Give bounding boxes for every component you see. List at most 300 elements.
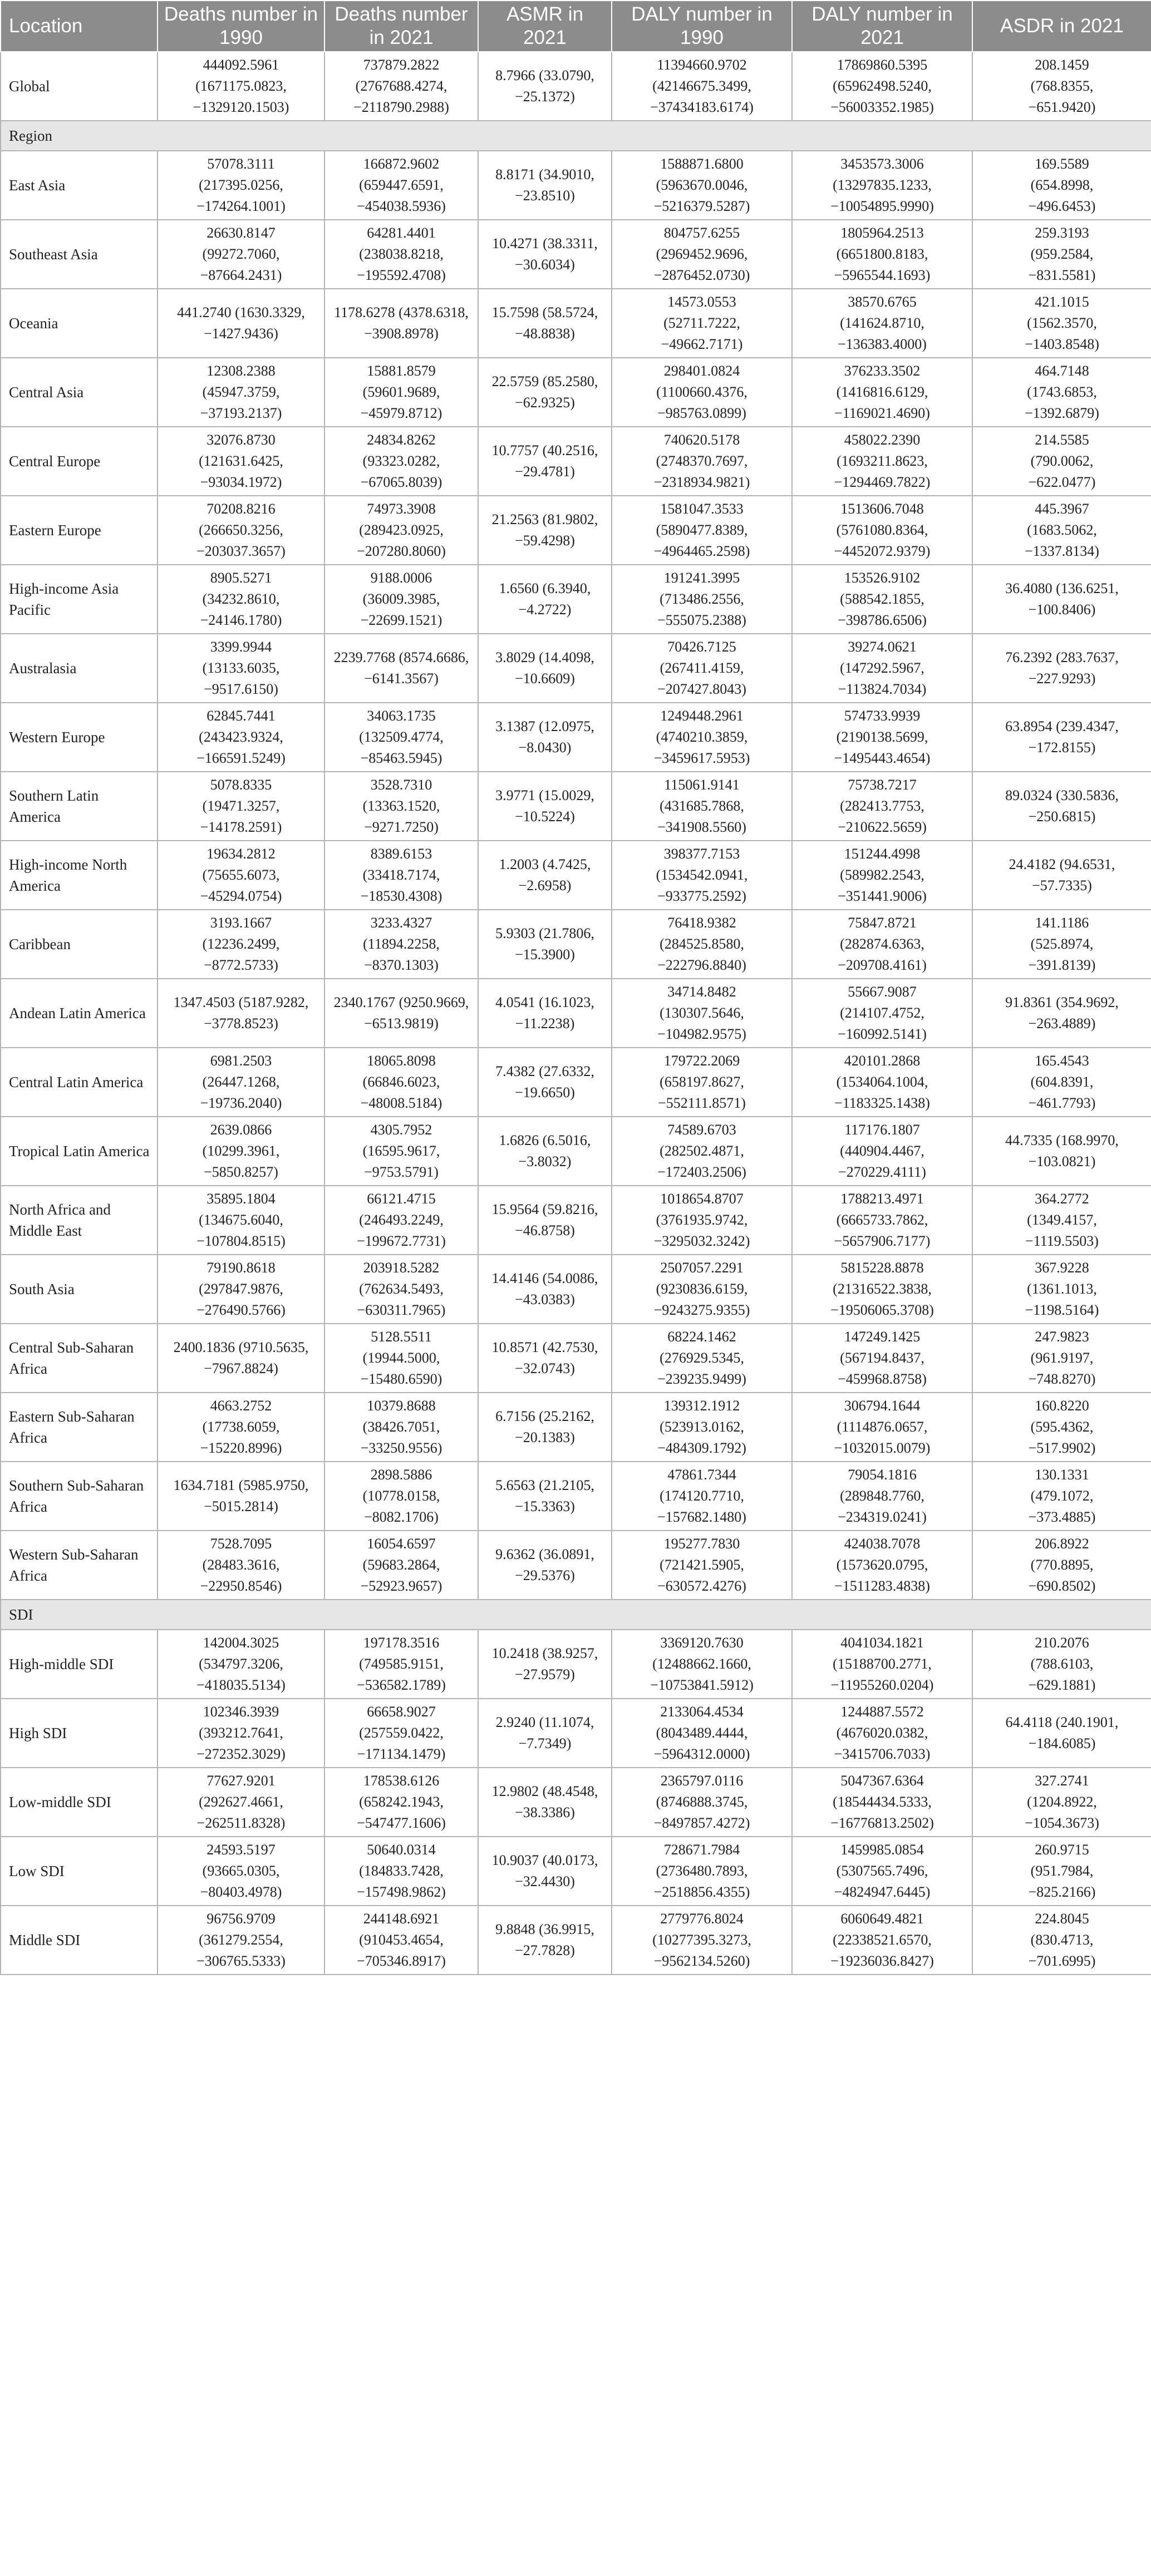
daly-2021-cell	[792, 427, 972, 496]
cell-line: 3369120.7630	[660, 1635, 744, 1651]
location-cell: Western Sub-Saharan Africa	[1, 1531, 158, 1600]
cell-line: 1018654.8707	[660, 1191, 744, 1207]
table-row	[1, 1837, 1151, 1906]
cell-line: 3528.7310	[370, 777, 432, 793]
cell-line: (9230836.6159,	[656, 1281, 748, 1297]
daly-2021-cell	[792, 1906, 972, 1975]
location-cell: High SDI	[1, 1699, 158, 1768]
cell-line: −48008.5184)	[360, 1095, 442, 1111]
cell-line: −2.6958)	[518, 877, 572, 894]
cell-line: (790.0062,	[1030, 453, 1094, 469]
cell-line: 195277.7830	[663, 1536, 740, 1552]
cell-line: 32076.8730	[206, 432, 276, 448]
cell-line: (5761080.8364,	[836, 522, 928, 538]
cell-line: 63.8954 (239.4347,	[1005, 718, 1119, 734]
asdr-2021-cell	[972, 1117, 1151, 1186]
cell-line: (8043489.4444,	[656, 1725, 748, 1741]
cell-line: −1427.9436)	[204, 325, 278, 342]
table-row	[1, 703, 1151, 772]
deaths-2021-cell	[324, 52, 478, 121]
cell-line: (6651800.8183,	[836, 246, 928, 262]
deaths-1990-cell	[158, 634, 324, 703]
asdr-2021-cell	[972, 1324, 1151, 1393]
cell-line: (830.4713,	[1030, 1932, 1094, 1948]
asdr-2021-cell	[972, 1255, 1151, 1324]
deaths-1990-cell	[158, 1117, 324, 1186]
cell-line: 75738.7217	[848, 777, 917, 793]
cell-line: 11394660.9702	[657, 57, 747, 73]
daly-1990-cell	[612, 979, 792, 1048]
cell-line: 24593.5197	[206, 1842, 276, 1858]
cell-line: −536582.1789)	[357, 1677, 446, 1693]
cell-line: (959.2584,	[1030, 246, 1094, 262]
cell-line: (440904.4467,	[840, 1143, 924, 1159]
deaths-1990-cell	[158, 1906, 324, 1975]
cell-line: 77627.9201	[206, 1773, 276, 1789]
cell-line: (289848.7760,	[840, 1488, 924, 1504]
cell-line: 1459985.0854	[840, 1842, 924, 1858]
cell-line: −454038.5936)	[357, 198, 446, 214]
cell-line: 12.9802 (48.4548,	[491, 1783, 598, 1799]
daly-1990-cell	[612, 634, 792, 703]
header-asmr-2021: ASMR in 2021	[478, 1, 612, 52]
cell-line: −48.8838)	[515, 325, 575, 342]
cell-line: 70426.7125	[667, 639, 736, 655]
cell-line: 421.1015	[1035, 294, 1089, 310]
cell-line: (910453.4654,	[359, 1932, 444, 1948]
daly-1990-cell	[612, 1117, 792, 1186]
cell-line: −496.6453)	[1028, 198, 1096, 214]
cell-line: (1562.3570,	[1027, 315, 1097, 331]
cell-line: −8.0430)	[518, 739, 572, 756]
asmr-2021-cell	[478, 496, 612, 565]
deaths-2021-cell	[324, 1906, 478, 1975]
cell-line: (13363.1520,	[362, 798, 440, 814]
daly-1990-cell	[612, 841, 792, 910]
daly-2021-cell	[792, 841, 972, 910]
table-row	[1, 1531, 1151, 1600]
cell-line: 8905.5271	[210, 570, 272, 586]
asdr-2021-cell	[972, 52, 1151, 121]
deaths-1990-cell	[158, 1255, 324, 1324]
cell-line: −262511.8328)	[196, 1815, 286, 1831]
deaths-1990-cell	[158, 1186, 324, 1255]
daly-2021-cell	[792, 910, 972, 979]
daly-1990-cell	[612, 1837, 792, 1906]
cell-line: −831.5581)	[1028, 267, 1096, 283]
header-row	[1, 1, 1151, 52]
cell-line: 36.4080 (136.6251,	[1005, 580, 1119, 596]
table-row	[1, 1699, 1151, 1768]
deaths-2021-cell	[324, 1768, 478, 1837]
deaths-2021-cell	[324, 358, 478, 427]
deaths-2021-cell	[324, 496, 478, 565]
deaths-1990-cell	[158, 1393, 324, 1462]
cell-line: (1573620.0795,	[836, 1557, 928, 1573]
cell-line: (93665.0305,	[202, 1863, 280, 1879]
daly-2021-cell	[792, 289, 972, 358]
cell-line: 14.4146 (54.0086,	[491, 1270, 598, 1286]
cell-line: −1198.5164)	[1025, 1302, 1099, 1318]
cell-line: 4041034.1821	[840, 1635, 924, 1651]
table-row	[1, 565, 1151, 634]
cell-line: −62.9325)	[515, 394, 575, 411]
location-cell: Tropical Latin America	[1, 1117, 158, 1186]
cell-line: −33250.9556)	[360, 1440, 442, 1456]
cell-line: (5307565.7496,	[836, 1863, 928, 1879]
cell-line: (16595.9617,	[362, 1143, 440, 1159]
deaths-2021-cell	[324, 289, 478, 358]
asdr-2021-cell	[972, 634, 1151, 703]
cell-line: −985763.0899)	[657, 405, 746, 421]
cell-line: (951.7984,	[1030, 1863, 1094, 1879]
cell-line: 66121.4715	[367, 1191, 436, 1207]
deaths-2021-cell	[324, 703, 478, 772]
daly-1990-cell	[612, 1768, 792, 1837]
cell-line: −690.8502)	[1028, 1578, 1096, 1594]
asmr-2021-cell	[478, 703, 612, 772]
cell-line: −222796.8840)	[657, 957, 746, 973]
cell-line: 298401.0824	[663, 363, 740, 379]
deaths-2021-cell	[324, 565, 478, 634]
cell-line: 203918.5282	[363, 1260, 440, 1276]
cell-line: (282874.6363,	[840, 936, 924, 952]
cell-line: −3778.8523)	[204, 1015, 278, 1032]
cell-line: 214.5585	[1035, 432, 1089, 448]
cell-line: (1534064.1004,	[836, 1074, 928, 1090]
cell-line: 398377.7153	[663, 846, 740, 862]
cell-line: 166872.9602	[363, 156, 440, 172]
cell-line: −651.9420)	[1028, 99, 1096, 115]
cell-line: (768.8355,	[1030, 78, 1094, 94]
cell-line: 142004.3025	[203, 1635, 279, 1651]
cell-line: 153526.9102	[844, 570, 921, 586]
table-row	[1, 220, 1151, 289]
daly-1990-cell	[612, 1531, 792, 1600]
cell-line: (21316522.3838,	[833, 1281, 932, 1297]
cell-line: 79190.8618	[206, 1260, 276, 1276]
cell-line: −11955260.0204)	[830, 1677, 934, 1693]
cell-line: (292627.4661,	[199, 1794, 283, 1810]
cell-line: 76418.9382	[667, 915, 736, 931]
cell-line: 3399.9944	[210, 639, 272, 655]
cell-line: 2898.5886	[370, 1467, 432, 1483]
daly-1990-cell	[612, 910, 792, 979]
cell-line: −705346.8917)	[357, 1953, 446, 1969]
table-row	[1, 1324, 1151, 1393]
cell-line: −10753841.5912)	[650, 1677, 754, 1693]
cell-line: −1511283.4838)	[834, 1578, 930, 1594]
cell-line: 5.9303 (21.7806,	[495, 925, 594, 941]
cell-line: 1.6560 (6.3940,	[499, 580, 591, 596]
cell-line: −38.3386)	[515, 1804, 575, 1820]
asmr-2021-cell	[478, 151, 612, 220]
cell-line: −630572.4276)	[657, 1578, 746, 1594]
cell-line: −27.9579)	[515, 1666, 575, 1682]
cell-line: −93034.1972)	[200, 474, 282, 490]
table-row	[1, 289, 1151, 358]
cell-line: 117176.1807	[844, 1122, 920, 1138]
deaths-2021-cell	[324, 1462, 478, 1531]
cell-line: (19471.3257,	[202, 798, 280, 814]
cell-line: (525.8974,	[1030, 936, 1094, 952]
daly-2021-cell	[792, 1324, 972, 1393]
cell-line: 574733.9939	[844, 708, 921, 724]
cell-line: (217395.0256,	[199, 177, 283, 193]
daly-2021-cell	[792, 1048, 972, 1117]
cell-line: −174264.1001)	[196, 198, 286, 214]
cell-line: −10.5224)	[515, 808, 575, 825]
deaths-2021-cell	[324, 427, 478, 496]
cell-line: (1100660.4376,	[656, 384, 747, 400]
cell-line: −4964465.2598)	[653, 543, 750, 559]
cell-line: −5964312.0000)	[653, 1746, 750, 1762]
cell-line: −9562134.5260)	[653, 1953, 750, 1969]
cell-line: −1294469.7822)	[834, 474, 931, 490]
daly-1990-cell	[612, 1048, 792, 1117]
cell-line: −171134.1479)	[357, 1746, 446, 1762]
cell-line: −373.4885)	[1028, 1509, 1096, 1525]
cell-line: −11.2238)	[515, 1015, 575, 1032]
cell-line: 15.7598 (58.5724,	[491, 304, 598, 320]
cell-line: −276490.5766)	[196, 1302, 286, 1318]
cell-line: (2736480.7893,	[656, 1863, 748, 1879]
cell-line: 96756.9709	[206, 1911, 276, 1927]
cell-line: 17869860.5395	[837, 57, 928, 73]
asdr-2021-cell	[972, 151, 1151, 220]
location-cell: Southern Latin America	[1, 772, 158, 841]
cell-line: −351441.9006)	[838, 888, 927, 904]
asmr-2021-cell	[478, 1117, 612, 1186]
deaths-1990-cell	[158, 772, 324, 841]
cell-line: (762634.5493,	[359, 1281, 444, 1297]
cell-line: 3193.1667	[210, 915, 272, 931]
asmr-2021-cell	[478, 1768, 612, 1837]
daly-1990-cell	[612, 1186, 792, 1255]
table-row	[1, 772, 1151, 841]
table-row	[1, 1048, 1151, 1117]
cell-line: 19634.2812	[206, 846, 276, 862]
cell-line: −270229.4111)	[838, 1164, 926, 1180]
daly-2021-cell	[792, 979, 972, 1048]
location-cell: Australasia	[1, 634, 158, 703]
table-row	[1, 1393, 1151, 1462]
cell-line: −157682.1480)	[657, 1509, 746, 1525]
cell-line: −20.1383)	[515, 1429, 575, 1445]
deaths-1990-cell	[158, 358, 324, 427]
cell-line: 2639.0866	[210, 1122, 272, 1138]
asdr-2021-cell	[972, 1837, 1151, 1906]
table-row	[1, 496, 1151, 565]
cell-line: 64.4118 (240.1901,	[1005, 1714, 1119, 1730]
cell-line: −4824947.6445)	[834, 1884, 931, 1900]
cell-line: −19236036.8427)	[830, 1953, 934, 1969]
cell-line: 210.2076	[1035, 1635, 1089, 1651]
cell-line: 1.6826 (6.5016,	[499, 1132, 591, 1148]
cell-line: 26630.8147	[206, 225, 276, 241]
cell-line: 2507057.2291	[660, 1260, 744, 1276]
cell-line: −172.8155)	[1028, 739, 1096, 756]
location-cell: Middle SDI	[1, 1906, 158, 1975]
cell-line: −5216379.5287)	[653, 198, 750, 214]
cell-line: 458022.2390	[844, 432, 921, 448]
cell-line: (2969452.9696,	[656, 246, 748, 262]
cell-line: 7.4382 (27.6332,	[495, 1063, 594, 1079]
daly-2021-cell	[792, 1837, 972, 1906]
cell-line: 197178.3516	[363, 1635, 440, 1651]
deaths-2021-cell	[324, 1393, 478, 1462]
cell-line: (3761935.9742,	[656, 1212, 748, 1228]
asmr-2021-cell	[478, 1462, 612, 1531]
cell-line: 91.8361 (354.9692,	[1005, 994, 1119, 1010]
cell-line: 165.4543	[1035, 1053, 1089, 1069]
asmr-2021-cell	[478, 358, 612, 427]
cell-line: 74589.6703	[667, 1122, 736, 1138]
cell-line: (184833.7428,	[359, 1863, 444, 1879]
cell-line: 6060649.4821	[840, 1911, 924, 1927]
cell-line: (132509.4774,	[359, 729, 444, 745]
cell-line: 15881.8579	[367, 363, 436, 379]
cell-line: −14178.2591)	[200, 819, 282, 835]
cell-line: −9271.7250)	[364, 819, 439, 835]
cell-line: −1495443.4654)	[834, 750, 931, 766]
cell-line: 34063.1735	[367, 708, 436, 724]
cell-line: 3453573.3006	[840, 156, 924, 172]
cell-line: −461.7793)	[1028, 1095, 1096, 1111]
cell-line: (10778.0158,	[362, 1488, 440, 1504]
cell-line: 737879.2822	[363, 57, 440, 73]
cell-line: −67065.8039)	[360, 474, 442, 490]
cell-line: 191241.3995	[663, 570, 740, 586]
cell-line: −19736.2040)	[200, 1095, 282, 1111]
cell-line: −199672.7731)	[357, 1233, 446, 1249]
cell-line: −4.2722)	[518, 601, 572, 618]
asdr-2021-cell	[972, 220, 1151, 289]
location-cell: Oceania	[1, 289, 158, 358]
cell-line: −1054.3673)	[1025, 1815, 1099, 1831]
deaths-1990-cell	[158, 1630, 324, 1699]
daly-1990-cell	[612, 52, 792, 121]
cell-line: (1361.1013,	[1027, 1281, 1097, 1297]
cell-line: 16054.6597	[367, 1536, 436, 1552]
deaths-2021-cell	[324, 1048, 478, 1117]
cell-line: 66658.9027	[367, 1704, 436, 1720]
deaths-2021-cell	[324, 634, 478, 703]
cell-line: (654.8998,	[1030, 177, 1094, 193]
cell-line: 89.0324 (330.5836,	[1005, 787, 1119, 803]
cell-line: 7528.7095	[210, 1536, 272, 1552]
cell-line: −341908.5560)	[657, 819, 746, 835]
asdr-2021-cell	[972, 1699, 1151, 1768]
cell-line: −1337.8134)	[1025, 543, 1099, 559]
cell-line: 139312.1912	[663, 1398, 740, 1414]
cell-line: −10.6609)	[515, 670, 575, 687]
cell-line: −85463.5945)	[360, 750, 442, 766]
section-label: SDI	[1, 1600, 1151, 1630]
deaths-1990-cell	[158, 1837, 324, 1906]
cell-line: (13297835.1233,	[833, 177, 932, 193]
cell-line: 1805964.2513	[840, 225, 924, 241]
cell-line: 9.8848 (36.9915,	[495, 1921, 594, 1937]
cell-line: 5047367.6364	[840, 1773, 924, 1789]
table-row	[1, 1462, 1151, 1531]
cell-line: 79054.1816	[848, 1467, 917, 1483]
cell-line: (297847.9876,	[199, 1281, 283, 1297]
asmr-2021-cell	[478, 1906, 612, 1975]
cell-line: (2190138.5699,	[836, 729, 928, 745]
deaths-2021-cell	[324, 772, 478, 841]
asdr-2021-cell	[972, 358, 1151, 427]
cell-line: (658242.1943,	[359, 1794, 444, 1810]
deaths-1990-cell	[158, 565, 324, 634]
cell-line: (1743.6853,	[1027, 384, 1097, 400]
daly-1990-cell	[612, 427, 792, 496]
cell-line: −23.8510)	[515, 187, 575, 204]
cell-line: (1534542.0941,	[656, 867, 748, 883]
cell-line: 76.2392 (283.7637,	[1005, 649, 1119, 665]
cell-line: 1347.4503 (5187.9282,	[173, 994, 309, 1010]
cell-line: −5965544.1693)	[834, 267, 931, 283]
cell-line: −234319.0241)	[838, 1509, 927, 1525]
location-cell: Southern Sub-Saharan Africa	[1, 1462, 158, 1531]
cell-line: (26447.1268,	[202, 1074, 280, 1090]
location-cell: High-income North America	[1, 841, 158, 910]
section-row	[1, 1600, 1151, 1630]
cell-line: 367.9228	[1035, 1260, 1089, 1276]
cell-line: 130.1331	[1035, 1467, 1089, 1483]
table-row	[1, 979, 1151, 1048]
daly-2021-cell	[792, 772, 972, 841]
table-row	[1, 1255, 1151, 1324]
cell-line: (13133.6035,	[202, 660, 280, 676]
deaths-2021-cell	[324, 1255, 478, 1324]
cell-line: 5078.8335	[210, 777, 272, 793]
deaths-1990-cell	[158, 289, 324, 358]
asmr-2021-cell	[478, 1186, 612, 1255]
cell-line: −136383.4000)	[838, 336, 927, 352]
cell-line: (1683.5062,	[1027, 522, 1097, 538]
cell-line: 464.7148	[1035, 363, 1089, 379]
daly-1990-cell	[612, 1393, 792, 1462]
cell-line: −207427.8043)	[657, 681, 746, 697]
cell-line: (770.8895,	[1030, 1557, 1094, 1573]
cell-line: −195592.4708)	[357, 267, 446, 283]
cell-line: −5015.2814)	[204, 1498, 278, 1514]
cell-line: −418035.5134)	[196, 1677, 286, 1693]
daly-2021-cell	[792, 1462, 972, 1531]
cell-line: (523913.0162,	[660, 1419, 744, 1435]
location-cell: Low SDI	[1, 1837, 158, 1906]
asmr-2021-cell	[478, 1393, 612, 1462]
table-row	[1, 634, 1151, 703]
cell-line: 9.6362 (36.0891,	[495, 1546, 594, 1562]
cell-line: 64281.4401	[367, 225, 436, 241]
asdr-2021-cell	[972, 1768, 1151, 1837]
cell-line: −30.6034)	[515, 256, 575, 273]
daly-1990-cell	[612, 289, 792, 358]
daly-2021-cell	[792, 151, 972, 220]
cell-line: (99272.7060,	[202, 246, 280, 262]
cell-line: 6981.2503	[210, 1053, 272, 1069]
cell-line: −547477.1606)	[357, 1815, 446, 1831]
cell-line: −8082.1706)	[364, 1509, 439, 1525]
daly-2021-cell	[792, 1531, 972, 1600]
cell-line: −15220.8996)	[200, 1440, 282, 1456]
deaths-1990-cell	[158, 1462, 324, 1531]
cell-line: 2779776.8024	[660, 1911, 744, 1927]
asdr-2021-cell	[972, 1462, 1151, 1531]
cell-line: −203037.3657)	[196, 543, 286, 559]
